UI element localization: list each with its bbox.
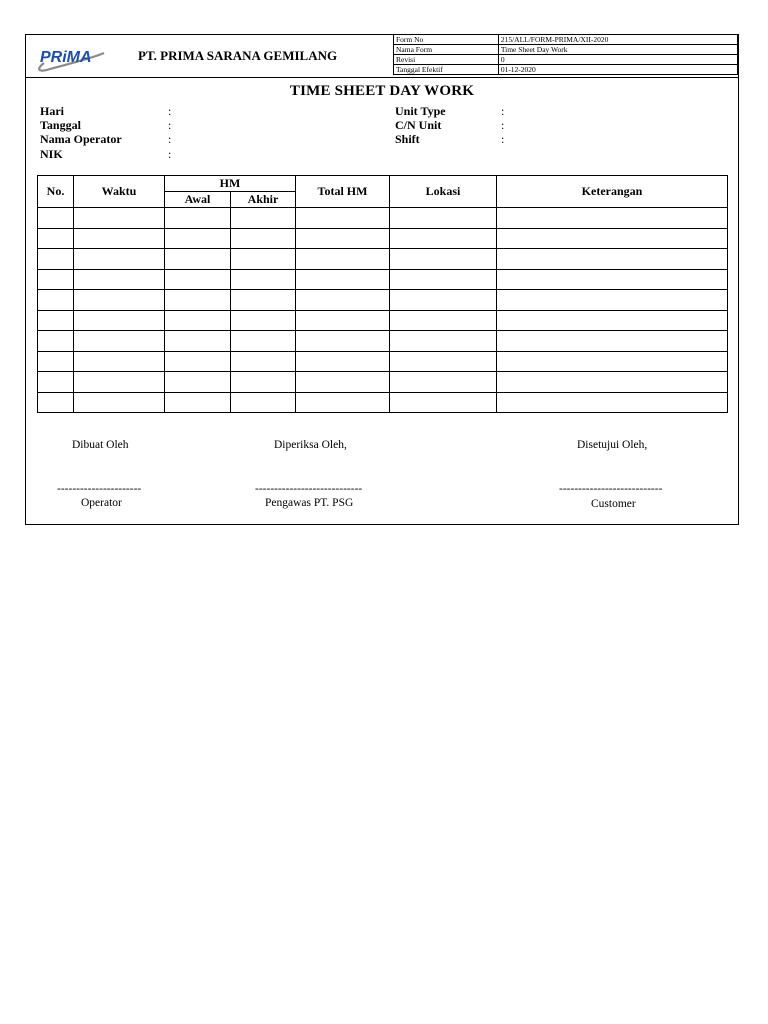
cell-keterangan[interactable] — [497, 331, 728, 352]
meta-value: Time Sheet Day Work — [498, 45, 737, 55]
cell-awal[interactable] — [165, 310, 231, 331]
cell-total-hm[interactable] — [296, 228, 390, 249]
table-header-row — [38, 176, 728, 192]
field-nik-colon[interactable]: : — [168, 147, 172, 161]
logo-text: PRiMA — [40, 49, 92, 66]
form-meta-table — [393, 34, 738, 75]
table-row — [38, 372, 728, 393]
cell-keterangan[interactable] — [497, 249, 728, 270]
cell-total-hm[interactable] — [296, 290, 390, 311]
cell-waktu[interactable] — [74, 228, 165, 249]
meta-row — [394, 35, 738, 45]
cell-no[interactable] — [38, 208, 74, 229]
cell-total-hm[interactable] — [296, 351, 390, 372]
cell-akhir[interactable] — [231, 351, 296, 372]
table-row — [38, 310, 728, 331]
field-cn-unit-label: C/N Unit — [395, 118, 442, 132]
table-row — [38, 392, 728, 413]
table-row — [38, 331, 728, 352]
cell-keterangan[interactable] — [497, 208, 728, 229]
table-row — [38, 269, 728, 290]
cell-waktu[interactable] — [74, 331, 165, 352]
cell-waktu[interactable] — [74, 290, 165, 311]
meta-label: Nama Form — [394, 45, 499, 55]
cell-lokasi[interactable] — [390, 392, 497, 413]
cell-no[interactable] — [38, 228, 74, 249]
table-row — [38, 249, 728, 270]
field-nik-label: NIK — [40, 147, 63, 161]
table-row — [38, 351, 728, 372]
cell-waktu[interactable] — [74, 249, 165, 270]
cell-awal[interactable] — [165, 269, 231, 290]
col-akhir-header: Akhir — [231, 192, 296, 208]
cell-lokasi[interactable] — [390, 331, 497, 352]
signature-line-customer[interactable]: --------------------------- — [559, 483, 663, 495]
cell-no[interactable] — [38, 310, 74, 331]
cell-total-hm[interactable] — [296, 331, 390, 352]
meta-value: 01-12-2020 — [498, 65, 737, 75]
cell-akhir[interactable] — [231, 310, 296, 331]
cell-lokasi[interactable] — [390, 208, 497, 229]
company-name: PT. PRIMA SARANA GEMILANG — [138, 48, 338, 63]
meta-value: 0 — [498, 55, 737, 65]
cell-waktu[interactable] — [74, 351, 165, 372]
cell-waktu[interactable] — [74, 208, 165, 229]
cell-no[interactable] — [38, 331, 74, 352]
signature-name-pengawas: Pengawas PT. PSG — [265, 497, 354, 509]
cell-lokasi[interactable] — [390, 351, 497, 372]
cell-awal[interactable] — [165, 392, 231, 413]
table-body — [38, 208, 728, 413]
cell-awal[interactable] — [165, 290, 231, 311]
cell-total-hm[interactable] — [296, 392, 390, 413]
cell-no[interactable] — [38, 372, 74, 393]
cell-akhir[interactable] — [231, 290, 296, 311]
signature-name-customer: Customer — [591, 498, 636, 510]
cell-akhir[interactable] — [231, 392, 296, 413]
cell-total-hm[interactable] — [296, 372, 390, 393]
cell-awal[interactable] — [165, 208, 231, 229]
signature-role-pengawas: Diperiksa Oleh, — [274, 439, 347, 451]
table-row — [38, 208, 728, 229]
cell-total-hm[interactable] — [296, 269, 390, 290]
cell-lokasi[interactable] — [390, 372, 497, 393]
field-shift-label: Shift — [395, 132, 420, 146]
cell-no[interactable] — [38, 290, 74, 311]
col-waktu-header: Waktu — [74, 176, 165, 208]
field-shift-colon[interactable]: : — [501, 132, 505, 146]
signature-role-customer: Disetujui Oleh, — [577, 439, 648, 451]
col-lokasi-header: Lokasi — [390, 176, 497, 208]
cell-lokasi[interactable] — [390, 249, 497, 270]
cell-lokasi[interactable] — [390, 269, 497, 290]
cell-keterangan[interactable] — [497, 269, 728, 290]
cell-no[interactable] — [38, 269, 74, 290]
cell-lokasi[interactable] — [390, 228, 497, 249]
signature-line-pengawas[interactable]: ---------------------------- — [255, 483, 363, 495]
cell-awal[interactable] — [165, 249, 231, 270]
cell-awal[interactable] — [165, 372, 231, 393]
cell-waktu[interactable] — [74, 392, 165, 413]
cell-no[interactable] — [38, 249, 74, 270]
cell-lokasi[interactable] — [390, 290, 497, 311]
cell-akhir[interactable] — [231, 372, 296, 393]
signature-name-operator: Operator — [81, 497, 122, 509]
col-total-hm-header: Total HM — [296, 176, 390, 208]
cell-akhir[interactable] — [231, 228, 296, 249]
cell-keterangan[interactable] — [497, 392, 728, 413]
timesheet-form — [25, 34, 739, 525]
header-divider — [26, 77, 738, 78]
cell-total-hm[interactable] — [296, 310, 390, 331]
field-unit-type-colon[interactable]: : — [501, 104, 505, 118]
cell-awal[interactable] — [165, 351, 231, 372]
cell-keterangan[interactable] — [497, 310, 728, 331]
meta-row — [394, 65, 738, 75]
signature-line-operator[interactable]: ---------------------- — [57, 483, 142, 495]
field-cn-unit-colon[interactable]: : — [501, 118, 505, 132]
cell-keterangan[interactable] — [497, 290, 728, 311]
meta-row — [394, 45, 738, 55]
meta-label: Revisi — [394, 55, 499, 65]
meta-label: Form No — [394, 35, 499, 45]
cell-lokasi[interactable] — [390, 310, 497, 331]
col-hm-header: HM — [165, 176, 296, 192]
cell-akhir[interactable] — [231, 331, 296, 352]
field-unit-type-label: Unit Type — [395, 104, 446, 118]
col-keterangan-header: Keterangan — [497, 176, 728, 208]
meta-row — [394, 55, 738, 65]
cell-akhir[interactable] — [231, 208, 296, 229]
field-tanggal-colon[interactable]: : — [168, 118, 172, 132]
cell-akhir[interactable] — [231, 269, 296, 290]
cell-waktu[interactable] — [74, 372, 165, 393]
cell-total-hm[interactable] — [296, 208, 390, 229]
col-awal-header: Awal — [165, 192, 231, 208]
cell-awal[interactable] — [165, 331, 231, 352]
meta-label: Tanggal Efektif — [394, 65, 499, 75]
field-nama-operator-colon[interactable]: : — [168, 132, 172, 146]
cell-total-hm[interactable] — [296, 249, 390, 270]
cell-keterangan[interactable] — [497, 351, 728, 372]
cell-keterangan[interactable] — [497, 372, 728, 393]
form-title: TIME SHEET DAY WORK — [289, 83, 475, 99]
meta-value: 215/ALL/FORM-PRIMA/XII-2020 — [498, 35, 737, 45]
field-nama-operator-label: Nama Operator — [40, 132, 122, 146]
cell-no[interactable] — [38, 392, 74, 413]
cell-awal[interactable] — [165, 228, 231, 249]
field-hari-colon[interactable]: : — [168, 104, 172, 118]
cell-keterangan[interactable] — [497, 228, 728, 249]
signature-role-operator: Dibuat Oleh — [72, 439, 129, 451]
table-row — [38, 228, 728, 249]
field-hari-label: Hari — [40, 104, 64, 118]
cell-waktu[interactable] — [74, 269, 165, 290]
col-no-header: No. — [38, 176, 74, 208]
field-tanggal-label: Tanggal — [40, 118, 81, 132]
cell-waktu[interactable] — [74, 310, 165, 331]
timesheet-table — [37, 175, 728, 413]
cell-akhir[interactable] — [231, 249, 296, 270]
table-row — [38, 290, 728, 311]
cell-no[interactable] — [38, 351, 74, 372]
prima-logo — [34, 43, 114, 73]
